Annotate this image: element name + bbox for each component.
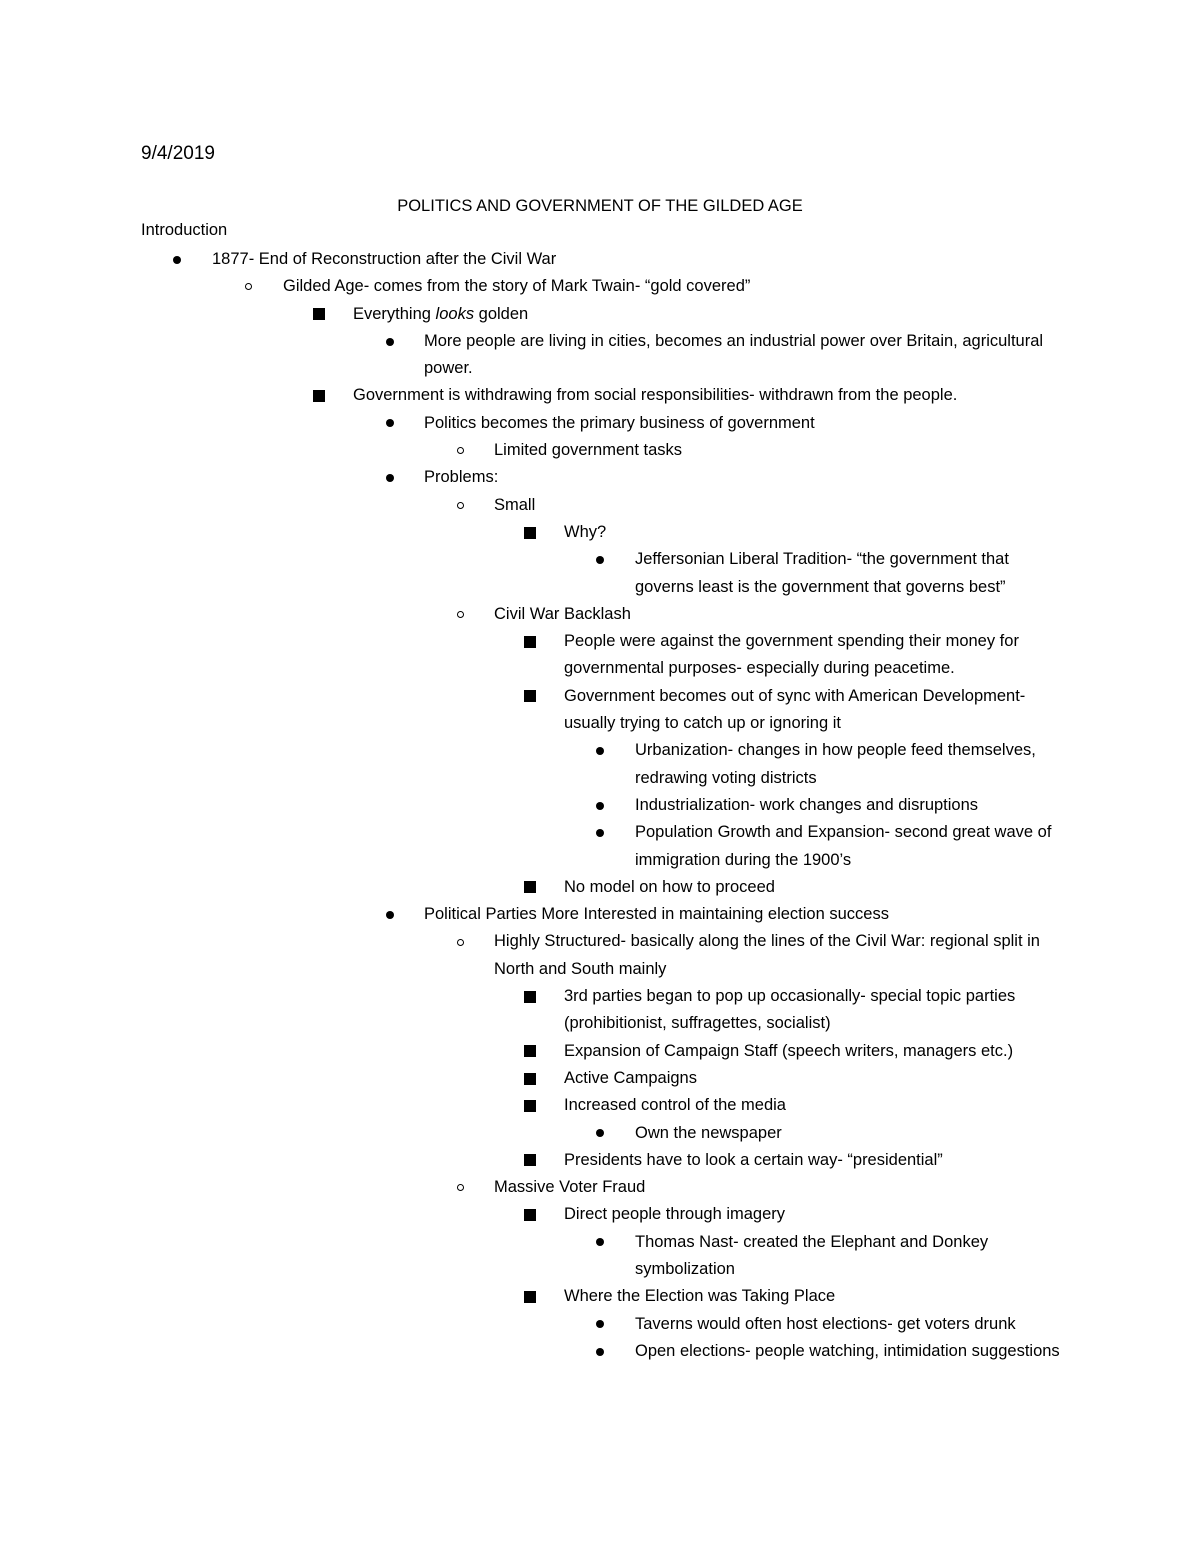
outline-item-text: People were against the government spending their money for governmental purposes- especially during peacetime. <box>564 632 1019 678</box>
outline-item-text: Taverns would often host elections- get voters drunk <box>635 1314 1016 1333</box>
outline-item-text: Limited government tasks <box>494 441 683 460</box>
disc-bullet-icon <box>591 1120 609 1147</box>
circle-bullet-icon <box>451 437 469 464</box>
section-heading: Introduction <box>141 221 228 239</box>
square-bullet-icon <box>521 683 539 710</box>
document-title: POLITICS AND GOVERNMENT OF THE GILDED AGE <box>397 197 803 215</box>
outline-item <box>0 1229 1062 1284</box>
outline-item <box>0 546 1062 601</box>
outline-item-text: Everything looks golden <box>353 304 529 323</box>
outline-item-text: Government is withdrawing from social responsibilities- withdrawn from the people. <box>353 386 958 405</box>
square-bullet-icon <box>310 301 328 328</box>
outline-item <box>0 1174 1062 1201</box>
outline-item-text: Industrialization- work changes and disruptions <box>635 795 979 814</box>
outline-item-text: Population Growth and Expansion- second great wave of immigration during the 1900’s <box>635 823 1052 869</box>
square-bullet-icon <box>521 1283 539 1310</box>
circle-bullet-icon <box>239 273 257 300</box>
outline-item-text: Political Parties More Interested in maintaining election success <box>424 905 889 924</box>
outline-item-text: Small <box>494 495 536 514</box>
square-bullet-icon <box>521 1201 539 1228</box>
outline-item <box>0 246 1062 273</box>
outline-item <box>0 737 1062 792</box>
outline-item-text: Thomas Nast- created the Elephant and Donkey symbolization <box>635 1232 989 1278</box>
outline-item <box>0 328 1062 383</box>
outline-item <box>0 683 1062 738</box>
disc-bullet-icon <box>591 546 609 573</box>
disc-bullet-icon <box>381 464 399 491</box>
outline-item-text: More people are living in cities, becomes an industrial power over Britain, agricultural power. <box>424 331 1044 378</box>
square-bullet-icon <box>521 1092 539 1119</box>
outline-item-text: Government becomes out of sync with American Development- usually trying to catch up or ignoring it <box>564 686 1026 733</box>
outline-item <box>0 492 1062 519</box>
outline-item <box>0 983 1062 1038</box>
disc-bullet-icon <box>591 737 609 764</box>
disc-bullet-icon <box>381 328 399 355</box>
outline-item <box>0 382 1062 409</box>
outline-item-text: Where the Election was Taking Place <box>564 1287 836 1306</box>
outline-item <box>0 928 1062 983</box>
circle-bullet-icon <box>451 601 469 628</box>
square-bullet-icon <box>521 519 539 546</box>
square-bullet-icon <box>521 1147 539 1174</box>
outline-item-text: Expansion of Campaign Staff (speech writers, managers etc.) <box>564 1041 1014 1060</box>
outline-item-text: Gilded Age- comes from the story of Mark Twain- “gold covered” <box>283 277 751 296</box>
square-bullet-icon <box>521 628 539 655</box>
outline-item-text: 3rd parties began to pop up occasionally- special topic parties (prohibitionist, suffragettes, socialist) <box>564 987 1016 1033</box>
disc-bullet-icon <box>591 819 609 846</box>
disc-bullet-icon <box>381 901 399 928</box>
outline-item-text: Direct people through imagery <box>564 1205 786 1224</box>
outline-item <box>0 1120 1062 1147</box>
outline-item <box>0 901 1062 928</box>
disc-bullet-icon <box>591 1338 609 1365</box>
outline-item <box>0 273 1062 300</box>
square-bullet-icon <box>521 1065 539 1092</box>
outline-item <box>0 1038 1062 1065</box>
outline-item-text: Active Campaigns <box>564 1068 697 1087</box>
outline-item-text: 1877- End of Reconstruction after the Civil War <box>212 250 557 268</box>
outline-item <box>0 874 1062 901</box>
outline-item-text: Jeffersonian Liberal Tradition- “the government that governs least is the government that governs best” <box>635 550 1009 596</box>
outline-item <box>0 519 1062 546</box>
outline-item <box>0 628 1062 683</box>
square-bullet-icon <box>310 382 328 409</box>
outline-item <box>0 1283 1062 1310</box>
outline-list <box>0 246 1200 1365</box>
circle-bullet-icon <box>451 928 469 955</box>
disc-bullet-icon <box>381 410 399 437</box>
outline-item-text: Presidents have to look a certain way- “presidential” <box>564 1150 943 1169</box>
outline-item-text: Problems: <box>424 468 499 487</box>
outline-item-text: Own the newspaper <box>635 1123 782 1142</box>
outline-item-text: Massive Voter Fraud <box>494 1178 646 1197</box>
outline-item-text: Why? <box>564 522 607 541</box>
outline-item <box>0 464 1062 491</box>
disc-bullet-icon <box>168 246 186 273</box>
outline-item-text: Urbanization- changes in how people feed themselves, redrawing voting districts <box>635 741 1036 787</box>
circle-bullet-icon <box>451 1174 469 1201</box>
square-bullet-icon <box>521 1038 539 1065</box>
square-bullet-icon <box>521 874 539 901</box>
outline-item <box>0 437 1062 464</box>
disc-bullet-icon <box>591 792 609 819</box>
outline-item <box>0 1311 1062 1338</box>
outline-item <box>0 601 1062 628</box>
outline-item <box>0 410 1062 437</box>
outline-item <box>0 792 1062 819</box>
outline-item-text: Increased control of the media <box>564 1096 786 1115</box>
document-date: 9/4/2019 <box>141 143 215 164</box>
square-bullet-icon <box>521 983 539 1010</box>
outline-item <box>0 819 1062 874</box>
outline-item-text: No model on how to proceed <box>564 877 775 896</box>
disc-bullet-icon <box>591 1311 609 1338</box>
outline-item <box>0 1201 1062 1228</box>
outline-item-text: Politics becomes the primary business of government <box>424 413 815 432</box>
outline-item-text: Highly Structured- basically along the lines of the Civil War: regional split in North and South mainly <box>494 932 1040 978</box>
circle-bullet-icon <box>451 492 469 519</box>
outline-item <box>0 1065 1062 1092</box>
outline-item <box>0 1338 1062 1365</box>
outline-item-text: Open elections- people watching, intimidation suggestions <box>635 1341 1060 1360</box>
outline-item <box>0 1092 1062 1119</box>
outline-item-text: Civil War Backlash <box>494 604 631 623</box>
disc-bullet-icon <box>591 1229 609 1256</box>
outline-item <box>0 301 1062 328</box>
outline-item <box>0 1147 1062 1174</box>
